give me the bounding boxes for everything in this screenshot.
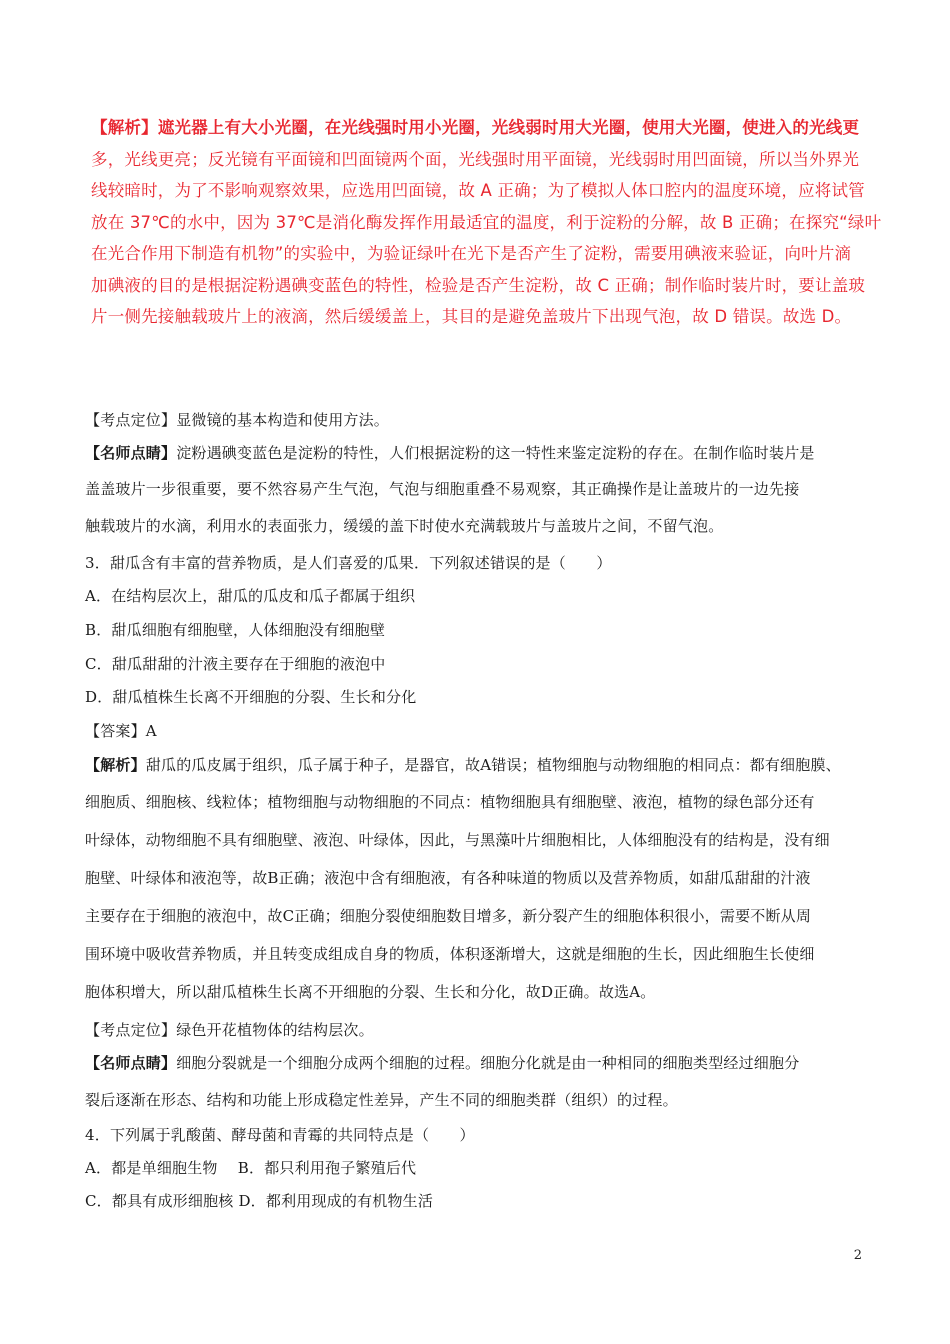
q3-mingshi-line-2: 裂后逐渐在形态、结构和功能上形成稳定性差异，产生不同的细胞类群（组织）的过程。 xyxy=(85,1091,678,1109)
kaodian-tag: 【考点定位】 xyxy=(85,411,177,429)
q3-analysis-line-6: 围环境中吸收营养物质，并且转变成组成自身的物质，体积逐渐增大，这就是细胞的生长，因此细胞生长使细 xyxy=(85,945,815,963)
page-number: 2 xyxy=(853,1248,862,1263)
q3-analysis xyxy=(85,754,841,775)
kaodian-text: 显微镜的基本构造和使用方法。 xyxy=(176,411,390,429)
analysis-tag: 【解析】 xyxy=(91,118,158,137)
mingshi-text: 淀粉遇碘变蓝色是淀粉的特性，人们根据淀粉的这一特性来鉴定淀粉的存在。在制作临时装片是 xyxy=(176,444,815,462)
analysis-red-line-7: 片一侧先接触载玻片上的液滴，然后缓缓盖上，其目的是避免盖玻片下出现气泡，故 D 错误。故选 D。 xyxy=(91,307,852,326)
mingshi-text: 细胞分裂就是一个细胞分成两个细胞的过程。细胞分化就是由一种相同的细胞类型经过细胞分 xyxy=(176,1054,800,1072)
q3-option-d: D．甜瓜植株生长离不开细胞的分裂、生长和分化 xyxy=(85,688,417,706)
q3-stem: 3．甜瓜含有丰富的营养物质，是人们喜爱的瓜果．下列叙述错误的是（ ） xyxy=(85,554,612,572)
kaodian-text: 绿色开花植物体的结构层次。 xyxy=(176,1021,374,1039)
analysis-red-line-4: 放在 37℃的水中，因为 37℃是消化酶发挥作用最适宜的温度，利于淀粉的分解，故 B 正确；在探究“绿叶 xyxy=(91,212,882,232)
q3-answer: 【答案】A xyxy=(85,722,157,740)
q3-analysis-line-5: 主要存在于细胞的液泡中，故C正确；细胞分裂使细胞数目增多，新分裂产生的细胞体积很小，需要不断从周 xyxy=(85,907,812,925)
q3-analysis-line-7: 胞体积增大，所以甜瓜植株生长离不开细胞的分裂、生长和分化，故D正确。故选A。 xyxy=(85,983,656,1001)
q2-mingshi-line-3: 触载玻片的水滴，利用水的表面张力，缓缓的盖下时使水充满载玻片与盖玻片之间，不留气泡。 xyxy=(85,517,724,535)
analysis-text: 甜瓜的瓜皮属于组织，瓜子属于种子，是器官，故A错误；植物细胞与动物细胞的相同点：都有细胞膜、 xyxy=(145,756,841,774)
q4-stem: 4．下列属于乳酸菌、酵母菌和青霉的共同特点是（ ） xyxy=(85,1126,475,1144)
q3-option-b: B．甜瓜细胞有细胞壁，人体细胞没有细胞壁 xyxy=(85,621,386,639)
q3-kaodian xyxy=(85,1019,374,1040)
analysis-red-line-2: 多，光线更亮；反光镜有平面镜和凹面镜两个面，光线强时用平面镜，光线弱时用凹面镜，所以当外界光 xyxy=(91,149,860,169)
q2-mingshi xyxy=(85,442,815,463)
analysis-tag: 【解析】 xyxy=(85,756,146,774)
q4-options-row-2: C．都具有成形细胞核 D．都利用现成的有机物生活 xyxy=(85,1192,434,1210)
mingshi-tag: 【名师点睛】 xyxy=(85,444,177,462)
q3-option-c: C．甜瓜甜甜的汁液主要存在于细胞的液泡中 xyxy=(85,655,386,673)
analysis-red-line-6: 加碘液的目的是根据淀粉遇碘变蓝色的特性，检验是否产生淀粉，故 C 正确；制作临时装片时，要让盖玻 xyxy=(91,275,866,295)
q3-analysis-line-2: 细胞质、细胞核、线粒体；植物细胞与动物细胞的不同点：植物细胞具有细胞壁、液泡，植物的绿色部分还有 xyxy=(85,793,815,811)
analysis-red-line-3: 线较暗时，为了不影响观察效果，应选用凹面镜，故 A 正确；为了模拟人体口腔内的温度环境，应将试管 xyxy=(91,181,865,200)
analysis-red-line-5: 在光合作用下制造有机物”的实验中，为验证绿叶在光下是否产生了淀粉，需要用碘液来验证，向叶片滴 xyxy=(91,244,852,263)
analysis-text: 遮光器上有大小光圈，在光线强时用小光圈，光线弱时用大光圈，使用大光圈，使进入的光线更 xyxy=(157,118,860,137)
q3-analysis-line-4: 胞壁、叶绿体和液泡等，故B正确；液泡中含有细胞液，有各种味道的物质以及营养物质，如甜瓜甜甜的汁液 xyxy=(85,869,811,887)
q2-kaodian xyxy=(85,409,389,430)
q3-analysis-line-3: 叶绿体，动物细胞不具有细胞壁、液泡、叶绿体，因此，与黑藻叶片细胞相比，人体细胞没有的结构是，没有细 xyxy=(85,831,830,849)
analysis-red-block xyxy=(91,112,881,333)
q2-mingshi-line-2: 盖盖玻片一步很重要，要不然容易产生气泡，气泡与细胞重叠不易观察，其正确操作是让盖玻片的一边先接 xyxy=(85,480,800,498)
q3-mingshi xyxy=(85,1052,799,1073)
q4-options-row-1: A．都是单细胞生物 B．都只利用孢子繁殖后代 xyxy=(85,1159,417,1177)
mingshi-tag: 【名师点睛】 xyxy=(85,1054,177,1072)
kaodian-tag: 【考点定位】 xyxy=(85,1021,177,1039)
q3-option-a: A．在结构层次上，甜瓜的瓜皮和瓜子都属于组织 xyxy=(85,587,416,605)
analysis-red-line-1 xyxy=(91,112,881,144)
